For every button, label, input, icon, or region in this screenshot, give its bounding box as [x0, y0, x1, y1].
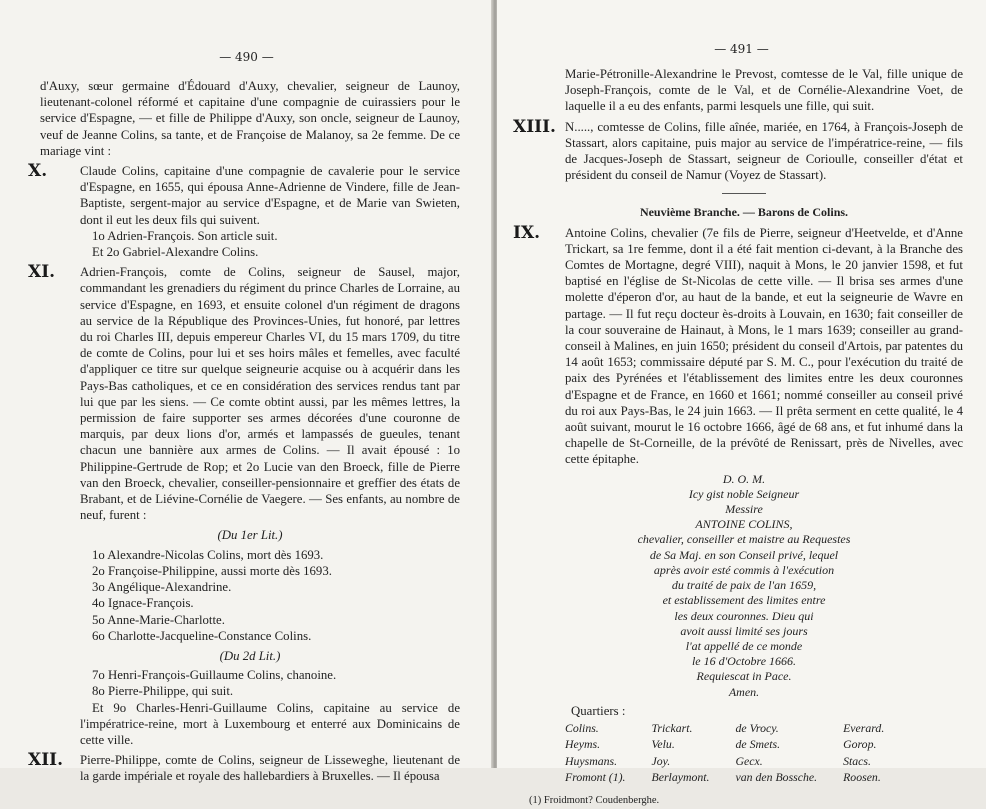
lit-heading: (Du 1er Lit.) — [217, 528, 283, 543]
table-cell: Everard. — [843, 720, 885, 735]
generation-number: XI. — [28, 262, 56, 283]
section-divider — [722, 193, 766, 194]
generation-number: XII. — [28, 750, 64, 771]
table-cell: de Smets. — [735, 737, 781, 752]
epitaph-line: de Sa Maj. en son Conseil privé, lequel — [649, 547, 839, 562]
list-item: 8o Pierre-Philippe, qui suit. — [92, 684, 234, 699]
table-cell: Velu. — [651, 737, 675, 752]
paragraph: Pierre-Philippe, comte de Colins, seigneur de Lisseweghe, lieutenant de la garde impériale et royale des hallebardiers à Bruxelles. — Il épousa — [80, 753, 460, 784]
entry-xii — [28, 750, 460, 784]
table-cell: Joy. — [651, 753, 671, 768]
quartiers-table — [565, 721, 910, 787]
paragraph: d'Auxy, sœur germaine d'Édouard d'Auxy, chevalier, seigneur de Launoy, lieutenant-colonel réformé et capitaine d'une compagnie de cuirassiers pour le service d'Espagne, — et fille de Philippe d'Auxy, son oncle, seigneur de Launoy, veuf de Jeanne Colins, sa tante, et de Françoise de Malanoy, sa 2e femme. De ce mariage vint : — [40, 79, 460, 158]
list-item: 7o Henri-François-Guillaume Colins, chanoine. — [92, 668, 337, 683]
right-page — [497, 0, 986, 806]
paragraph: Antoine Colins, chevalier (7e fils de Pierre, seigneur d'Heetvelde, et d'Anne Trickart, sa 1re femme, dont il a été fait mention ci-devant, à la Branche des Comtes de Mortagne, degré VIII), naquit à Mons, le 20 janvier 1598, et fut baptisé en l'église de St-Nicolas de cette ville. — Il brisa ses armes d'une molette d'éperon d'or, au haut de la bande, et eut la seigneurie de Wavre en partage. — Il fut reçu docteur ès-droits à Louvain, en 1630; fait conseiller de la cour souveraine de Hainaut, à Mons, le 1 mars 1639; conseiller au grand-conseil à Malines, en juin 1650; président du conseil d'Artois, par patentes du 14 août 1653; commissaire député par S. M. C., pour l'exécution du traité de paix des Pyrénées et l'établissement des limites entre les deux couronnes d'Espagne et de France, en 1660 et 1661; nommé conseiller au conseil privé du roi aux Pays-Bas, le 24 juin 1663. — Il prêta serment en cette qualité, le 4 août suivant, mourut le 16 octobre 1666, âgé de 68 ans, et fut inhumé dans la chapelle de St-Corneille, de la prévôté de Renissart, près de Nivelles, avec cette épitaphe. — [565, 225, 963, 467]
epitaph-line: Messire — [725, 502, 763, 517]
epitaph-line: Icy gist noble Seigneur — [688, 486, 800, 501]
list-item: 5o Anne-Marie-Charlotte. — [92, 612, 225, 627]
footnote: (1) Froidmont? Coudenberghe. — [529, 794, 660, 806]
table-row — [565, 737, 910, 754]
right-page-body — [513, 66, 963, 809]
paragraph: Et 9o Charles-Henri-Guillaume Colins, capitaine au service de l'impératrice-reine, mort à Luxembourg et enterré aux Dominicains de cette ville. — [80, 700, 460, 747]
list-item: 2o Françoise-Philippine, aussi morte dès 1693. — [92, 563, 332, 578]
list-item: 6o Charlotte-Jacqueline-Constance Colins. — [92, 628, 312, 643]
branch-heading: Neuvième Branche. — Barons de Colins. — [639, 205, 849, 220]
table-cell: de Vrocy. — [735, 720, 779, 735]
list-item: Et 2o Gabriel-Alexandre Colins. — [92, 245, 259, 260]
table-cell: van den Bossche. — [735, 770, 818, 785]
entry-xiii — [513, 116, 963, 184]
left-page — [0, 0, 493, 784]
epitaph-line: D. O. M. — [722, 471, 766, 486]
list-item: 3o Angélique-Alexandrine. — [92, 580, 232, 595]
table-cell: Colins. — [565, 720, 599, 735]
lit-heading: (Du 2d Lit.) — [219, 648, 281, 663]
table-cell: Berlaymont. — [651, 770, 710, 785]
table-cell: Heyms. — [565, 737, 601, 752]
list-item: 4o Ignace-François. — [92, 596, 194, 611]
epitaph-line: Amen. — [728, 684, 760, 699]
page-number: — 491 — — [714, 42, 769, 56]
table-cell: Gecx. — [735, 753, 763, 768]
table-cell: Roosen. — [843, 770, 881, 785]
table-row — [565, 754, 910, 771]
page-number: — 490 — — [219, 50, 274, 64]
epitaph-line: Requiescat in Pace. — [696, 669, 792, 684]
paragraph: Adrien-François, comte de Colins, seigneur de Sausel, major, commandant les grenadiers du régiment du prince Charles de Lorraine, au service d'Espagne, en 1693, et ensuite colonel d'un régiment de dragons au service de la République des Provinces-Unies, fut honoré, par lettres du roi Charles III, depuis empereur Charles VI, du 15 mars 1709, du titre de comte de Colins, pour lui et ses hoirs mâles et femelles, avec faculté d'appliquer ce titre sur quelque seigneurie acquise ou à acquérir dans les Pays-Bas catholiques, et ce en considération des services rendus tant par lui que par les siens. — Ce comte obtint aussi, par les mêmes lettres, la permission de faire supporter ses armes décorées d'une couronne de marquis, par deux lions d'or, armés et lampassés de gueules, tenant chacun une bannière aux armes de Colins. — Il avait épousé : 1o Philippine-Gertrude de Rop; et 2o Lucie van den Broeck, fille de Pierre van den Broeck, chevalier, conseiller-pensionnaire et greffier des états de Brabant, et de Liévine-Cornélie de Vaegere. — Ses enfants, au nombre de neuf, furent : — [80, 265, 460, 523]
epitaph-line: les deux couronnes. Dieu qui — [674, 608, 814, 623]
table-cell: Gorop. — [843, 737, 877, 752]
table-cell: Fromont (1). — [565, 770, 626, 785]
epitaph-line: et establissement des limites entre — [662, 593, 826, 608]
entry-x — [28, 161, 460, 228]
epitaph — [525, 472, 963, 700]
children-list — [40, 667, 460, 699]
paragraph: Claude Colins, capitaine d'une compagnie de cavalerie pour le service d'Espagne, en 1655, qui épousa Anne-Adrienne de Vindere, fille de Jean-Baptiste, sergent-major au service d'Espagne, et de Marie van Swieten, dont il eut les deux fils qui suivent. — [80, 164, 460, 227]
epitaph-line: ANTOINE COLINS, — [695, 517, 793, 532]
epitaph-line: après avoir esté commis à l'exécution — [653, 562, 835, 577]
list-item: 1o Alexandre-Nicolas Colins, mort dès 1693. — [92, 547, 324, 562]
epitaph-line: l'at appellé de ce monde — [685, 638, 803, 653]
table-row — [565, 721, 910, 738]
table-cell: Trickart. — [651, 720, 693, 735]
generation-number: X. — [28, 161, 48, 182]
paragraph: Marie-Pétronille-Alexandrine le Prevost, comtesse de le Val, fille unique de Joseph-François, comte de le Val, et de Cornélie-Alexandrine Voet, de laquelle il a eu des enfants, parmi lesquels une fille, qui suit. — [565, 67, 963, 114]
entry-ix — [513, 222, 963, 468]
epitaph-line: du traité de paix de l'an 1659, — [671, 578, 817, 593]
table-cell: Stacs. — [843, 753, 871, 768]
paragraph: N....., comtesse de Colins, fille aînée, mariée, en 1764, à François-Joseph de Stassart, alors capitaine, puis major au service de l'impératrice-reine, — fils de Jacques-Joseph de Stassart, seigneur de Corioulle, conseiller d'état et président du conseil de Namur (Voyez de Stassart). — [565, 119, 963, 183]
epitaph-line: le 16 d'Octobre 1666. — [691, 654, 797, 669]
generation-number: XIII. — [513, 116, 556, 137]
list-item: 1o Adrien-François. Son article suit. — [92, 228, 278, 243]
epitaph-line: chevalier, conseiller et maistre au Requestes — [637, 532, 851, 547]
epitaph-line: avoit aussi limité ses jours — [680, 623, 808, 638]
left-page-body — [28, 78, 460, 785]
children-list — [40, 547, 460, 644]
quartiers-label: Quartiers : — [571, 703, 626, 718]
generation-number: IX. — [513, 222, 541, 243]
list — [40, 228, 460, 260]
table-cell: Huysmans. — [565, 753, 618, 768]
entry-xi — [28, 262, 460, 523]
table-row — [565, 770, 910, 787]
